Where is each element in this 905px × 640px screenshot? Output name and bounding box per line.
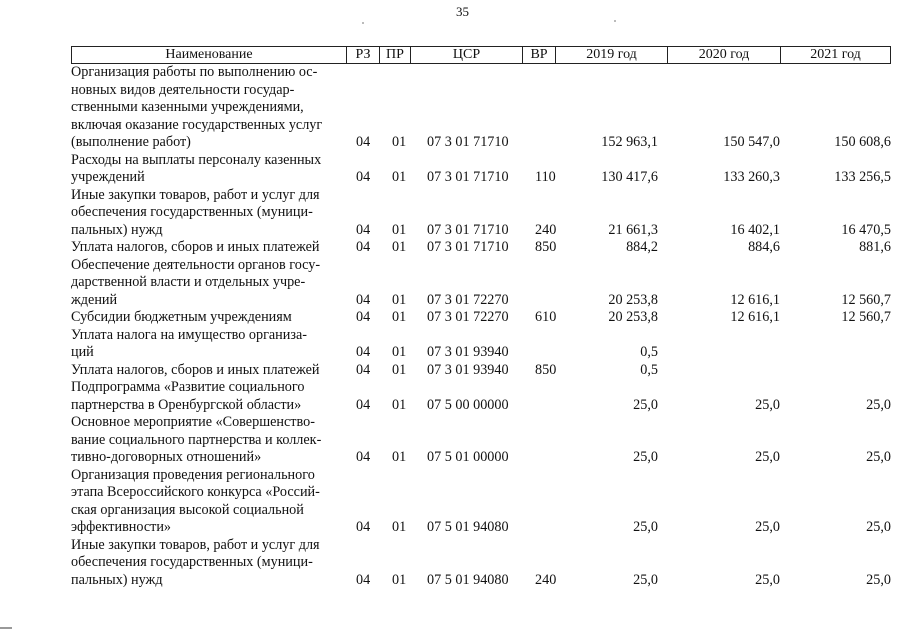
row-name xyxy=(71,257,343,310)
row-name-line: эффективности» xyxy=(71,519,172,535)
row-name-line: обеспечения государственных (муници- xyxy=(71,204,313,220)
row-name-line: Иные закупки товаров, работ и услуг для xyxy=(71,186,320,203)
cell-csr: 07 3 01 93940 xyxy=(427,361,509,378)
cell-2020: 16 402,1 xyxy=(730,221,780,238)
cell-pr: 01 xyxy=(392,344,407,360)
row-name-line: Обеспечение деятельности органов госу- xyxy=(71,256,321,273)
table-body xyxy=(71,64,891,589)
cell-vr: 850 xyxy=(535,361,557,378)
row-name-line: ственными казенными учреждениями, xyxy=(71,99,304,115)
cell-rz: 04 xyxy=(356,309,371,325)
cell-rz: 04 xyxy=(356,571,371,588)
row-name-line: Уплата налога на имущество организа- xyxy=(71,326,307,343)
cell-csr: 07 3 01 71710 xyxy=(427,169,509,185)
cell-pr: 01 xyxy=(392,361,407,378)
cell-2019: 0,5 xyxy=(640,361,658,378)
cell-rz: 04 xyxy=(356,221,371,238)
header-2019: 2019 год xyxy=(555,47,667,63)
cell-2019: 20 253,8 xyxy=(608,291,658,308)
row-name xyxy=(71,239,343,257)
cell-2020: 133 260,3 xyxy=(723,169,780,185)
cell-rz: 04 xyxy=(356,396,371,413)
table-row xyxy=(71,327,891,362)
cell-pr: 01 xyxy=(392,291,407,308)
cell-2019: 21 661,3 xyxy=(608,221,658,238)
row-name-line: Подпрограмма «Развитие социального xyxy=(71,379,305,395)
cell-2019: 0,5 xyxy=(640,344,658,360)
table-row xyxy=(71,362,891,380)
row-name-line: тивно-договорных отношений» xyxy=(71,449,262,465)
header-name: Наименование xyxy=(165,47,253,62)
cell-pr: 01 xyxy=(392,169,407,185)
table-row xyxy=(71,257,891,310)
cell-rz: 04 xyxy=(356,361,371,378)
cell-pr: 01 xyxy=(392,309,407,325)
cell-pr: 01 xyxy=(392,134,407,150)
cell-pr: 01 xyxy=(392,396,407,413)
row-name-line: Основное мероприятие «Совершенство- xyxy=(71,414,315,430)
scan-speck xyxy=(614,20,616,22)
header-rz: РЗ xyxy=(346,47,379,63)
cell-2021: 12 560,7 xyxy=(841,309,891,325)
header-vr: ВР xyxy=(522,47,555,63)
row-name-line: обеспечения государственных (муници- xyxy=(71,554,313,570)
table-row xyxy=(71,467,891,537)
table-row xyxy=(71,309,891,327)
row-name-line: ская организация высокой социальной xyxy=(71,501,304,518)
table-row xyxy=(71,239,891,257)
row-name xyxy=(71,467,343,537)
table-row xyxy=(71,187,891,240)
header-csr: ЦСР xyxy=(410,47,522,63)
row-name-line: Уплата налогов, сборов и иных платежей xyxy=(71,239,320,255)
cell-vr: 240 xyxy=(535,221,557,238)
cell-2020: 25,0 xyxy=(755,449,780,465)
cell-2019: 25,0 xyxy=(633,396,658,413)
cell-2021: 25,0 xyxy=(866,571,891,588)
scan-speck xyxy=(362,22,364,24)
cell-rz: 04 xyxy=(356,134,371,150)
table-row xyxy=(71,414,891,467)
cell-csr: 07 3 01 71710 xyxy=(427,221,509,238)
cell-pr: 01 xyxy=(392,239,407,255)
row-name xyxy=(71,309,343,327)
cell-rz: 04 xyxy=(356,344,371,360)
row-name-line: дарственной власти и отдельных учре- xyxy=(71,274,306,290)
row-name-line: Уплата налогов, сборов и иных платежей xyxy=(71,361,320,378)
cell-2021: 16 470,5 xyxy=(841,221,891,238)
row-name-line: вание социального партнерства и коллек- xyxy=(71,431,322,448)
cell-pr: 01 xyxy=(392,519,407,535)
row-name-line: Расходы на выплаты персоналу казенных xyxy=(71,151,322,168)
cell-vr: 610 xyxy=(535,309,557,325)
cell-vr: 240 xyxy=(535,571,557,588)
cell-csr: 07 5 00 00000 xyxy=(427,396,509,413)
row-name-line: пальных) нужд xyxy=(71,221,163,238)
row-name xyxy=(71,152,343,187)
cell-rz: 04 xyxy=(356,291,371,308)
cell-csr: 07 5 01 00000 xyxy=(427,449,509,465)
cell-vr: 850 xyxy=(535,239,557,255)
table-row xyxy=(71,64,891,152)
row-name xyxy=(71,414,343,467)
page-number: 35 xyxy=(456,4,469,19)
row-name-line: партнерства в Оренбургской области» xyxy=(71,396,302,413)
cell-2019: 152 963,1 xyxy=(601,134,658,150)
cell-2020: 25,0 xyxy=(755,571,780,588)
cell-csr: 07 5 01 94080 xyxy=(427,571,509,588)
cell-2021: 881,6 xyxy=(859,239,891,255)
row-name-line: Организация работы по выполнению ос- xyxy=(71,64,318,80)
cell-csr: 07 3 01 72270 xyxy=(427,309,509,325)
row-name-line: учреждений xyxy=(71,169,145,185)
cell-rz: 04 xyxy=(356,519,371,535)
scan-edge-mark xyxy=(0,627,12,629)
cell-rz: 04 xyxy=(356,449,371,465)
row-name-line: ждений xyxy=(71,291,118,308)
cell-2019: 884,2 xyxy=(626,239,658,255)
row-name-line: пальных) нужд xyxy=(71,571,163,588)
cell-csr: 07 3 01 72270 xyxy=(427,291,509,308)
cell-2020: 884,6 xyxy=(748,239,780,255)
cell-2019: 130 417,6 xyxy=(601,169,658,185)
cell-pr: 01 xyxy=(392,571,407,588)
row-name-line: новных видов деятельности государ- xyxy=(71,81,295,98)
table-header xyxy=(71,46,891,64)
cell-2021: 25,0 xyxy=(866,519,891,535)
cell-2021: 25,0 xyxy=(866,396,891,413)
row-name-line: этапа Всероссийского конкурса «Россий- xyxy=(71,484,320,500)
cell-csr: 07 3 01 93940 xyxy=(427,344,509,360)
row-name-line: Организация проведения регионального xyxy=(71,466,315,483)
cell-2021: 150 608,6 xyxy=(834,134,891,150)
cell-2020: 25,0 xyxy=(755,396,780,413)
table-row xyxy=(71,152,891,187)
cell-2019: 20 253,8 xyxy=(608,309,658,325)
row-name-line: Иные закупки товаров, работ и услуг для xyxy=(71,536,320,553)
cell-csr: 07 3 01 71710 xyxy=(427,239,509,255)
row-name xyxy=(71,64,343,152)
row-name xyxy=(71,362,343,380)
row-name-line: включая оказание государственных услуг xyxy=(71,116,323,133)
cell-pr: 01 xyxy=(392,449,407,465)
cell-csr: 07 3 01 71710 xyxy=(427,134,509,150)
row-name xyxy=(71,537,343,590)
cell-csr: 07 5 01 94080 xyxy=(427,519,509,535)
row-name xyxy=(71,327,343,362)
row-name xyxy=(71,379,343,414)
table-row xyxy=(71,537,891,590)
row-name-line: Субсидии бюджетным учреждениям xyxy=(71,309,292,325)
cell-2019: 25,0 xyxy=(633,571,658,588)
cell-2020: 12 616,1 xyxy=(730,291,780,308)
row-name-line: ций xyxy=(71,344,94,360)
cell-2020: 150 547,0 xyxy=(723,134,780,150)
cell-2021: 25,0 xyxy=(866,449,891,465)
cell-2021: 133 256,5 xyxy=(834,169,891,185)
cell-pr: 01 xyxy=(392,221,407,238)
header-2020: 2020 год xyxy=(667,47,780,63)
cell-rz: 04 xyxy=(356,239,371,255)
cell-rz: 04 xyxy=(356,169,371,185)
cell-2019: 25,0 xyxy=(633,449,658,465)
cell-2019: 25,0 xyxy=(633,519,658,535)
cell-vr: 110 xyxy=(535,169,556,185)
cell-2020: 25,0 xyxy=(755,519,780,535)
row-name xyxy=(71,187,343,240)
table-row xyxy=(71,379,891,414)
row-name-line: (выполнение работ) xyxy=(71,134,191,150)
cell-2020: 12 616,1 xyxy=(730,309,780,325)
header-2021: 2021 год xyxy=(780,47,890,63)
cell-2021: 12 560,7 xyxy=(841,291,891,308)
header-pr: ПР xyxy=(379,47,410,63)
